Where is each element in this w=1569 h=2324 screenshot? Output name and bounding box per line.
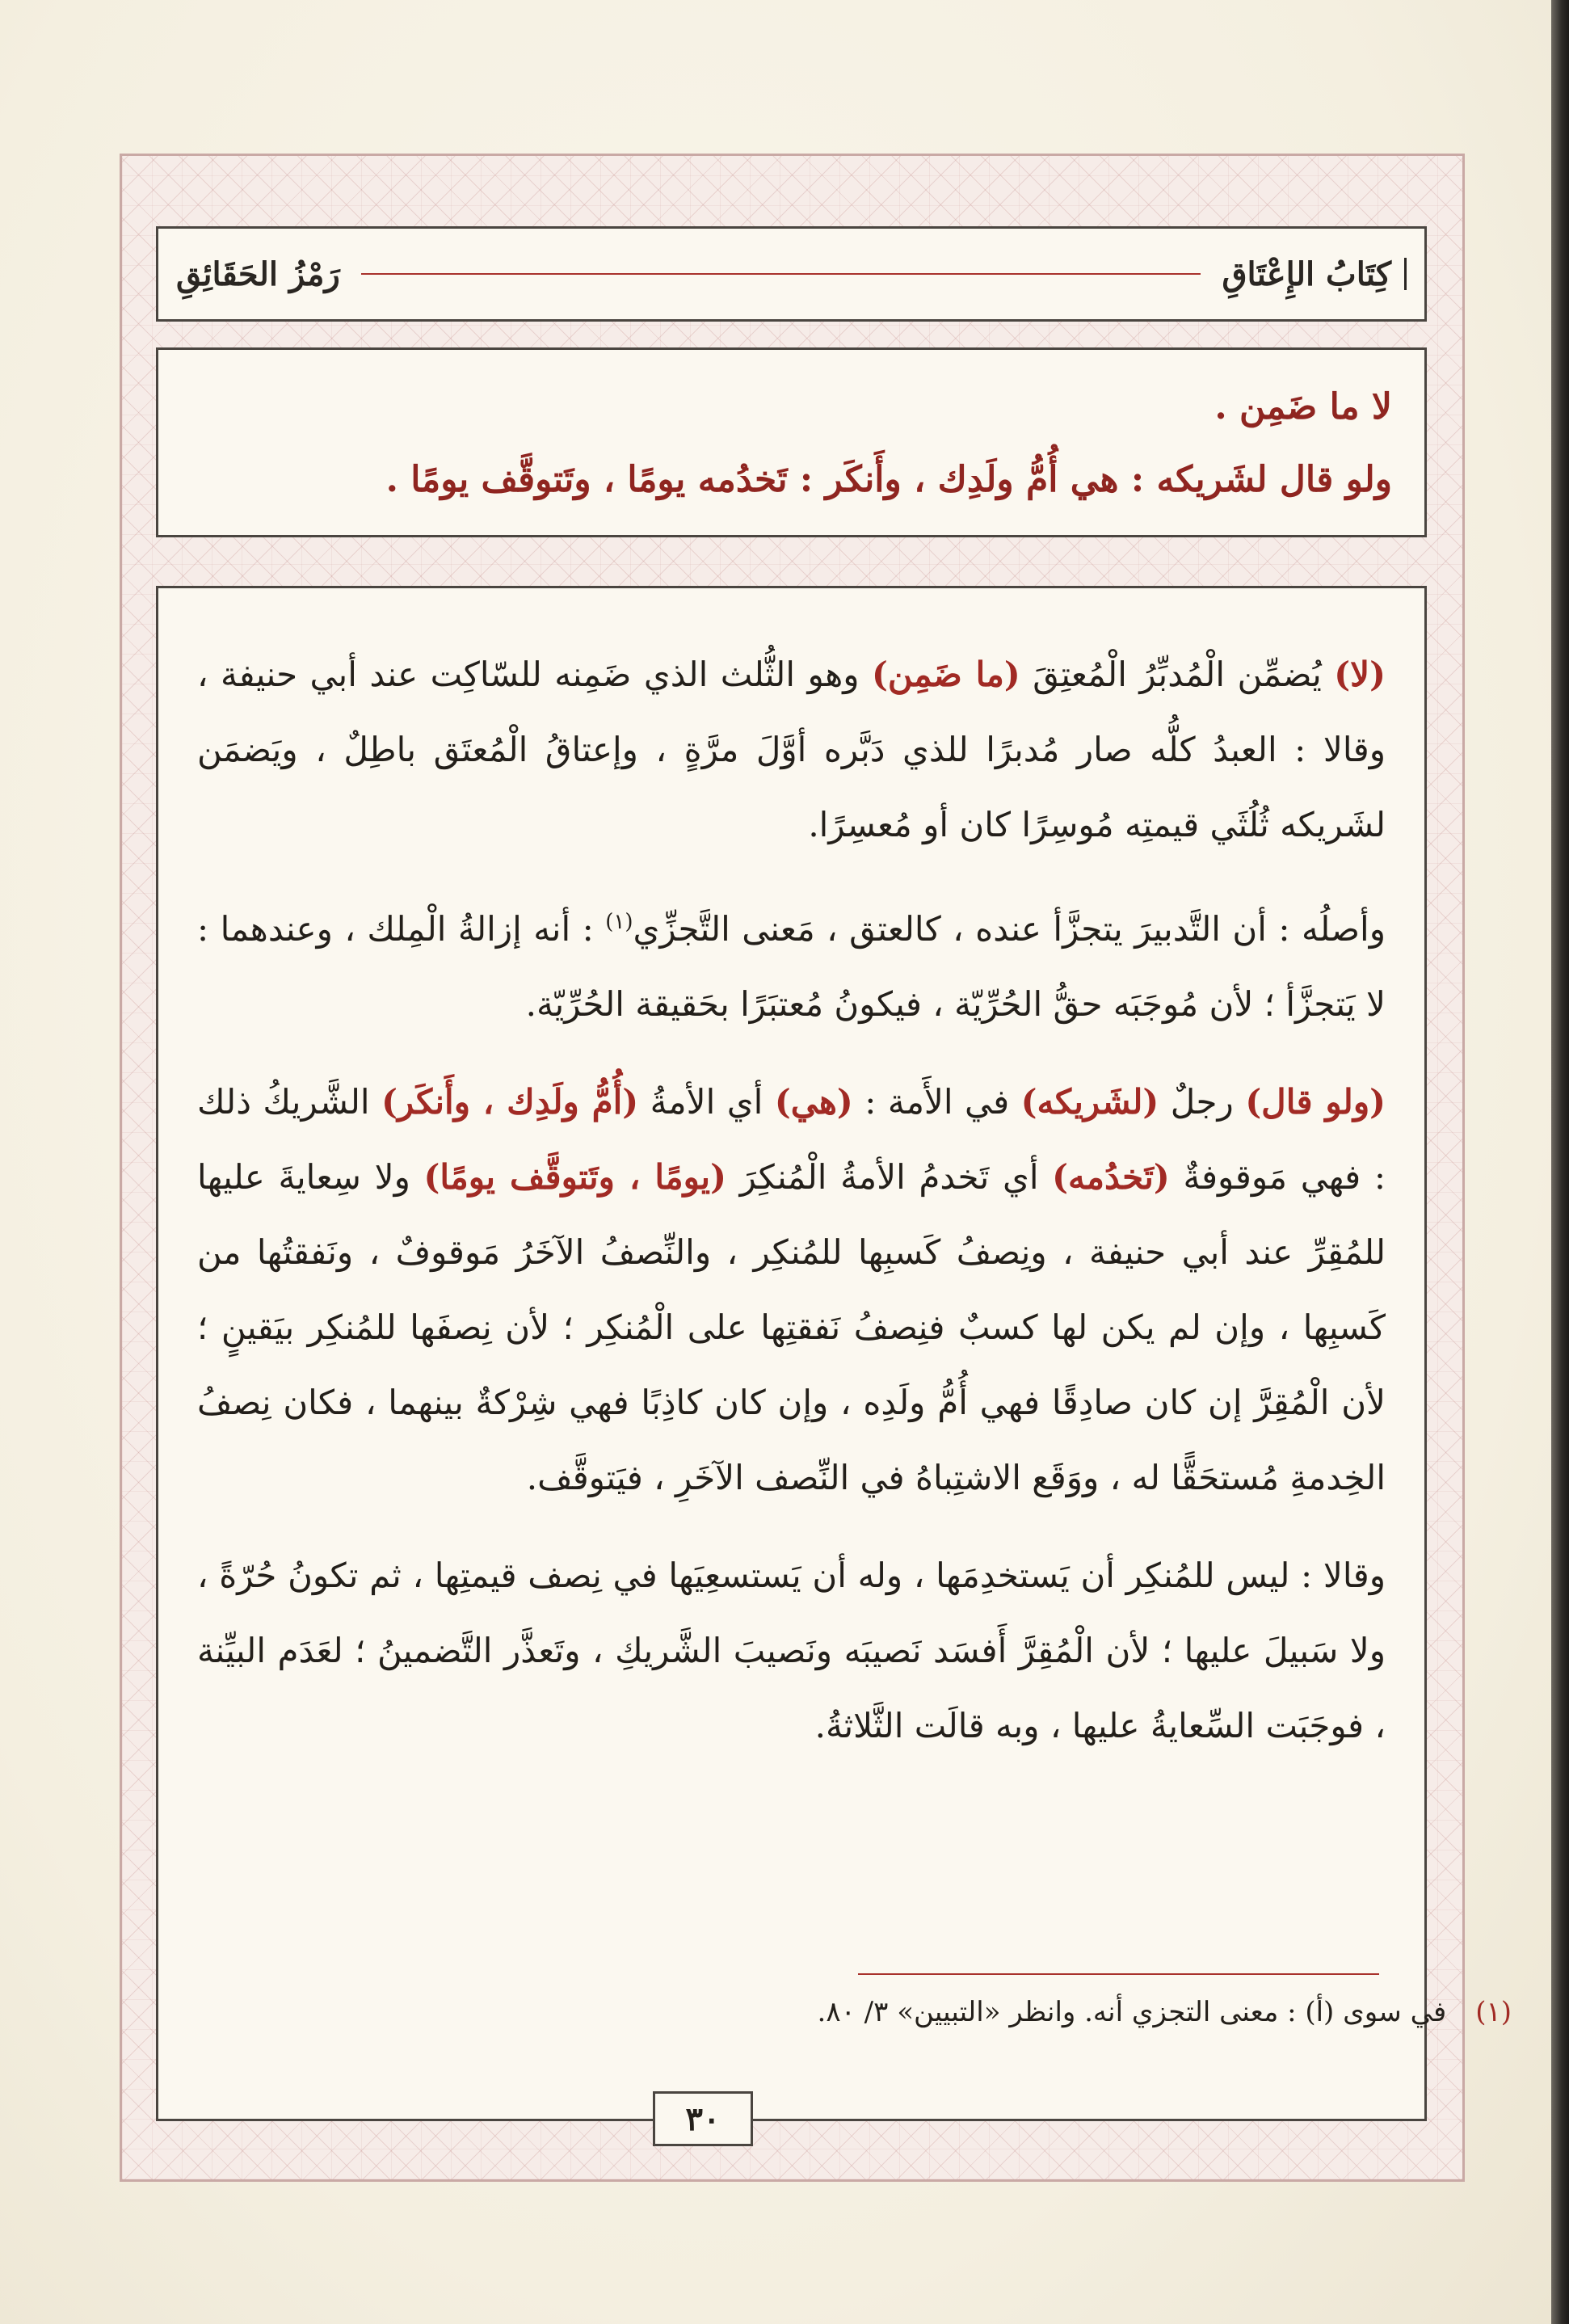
footnote-marker[interactable]: (١): [605, 910, 633, 934]
matn-quote: (تَخدُمه): [1052, 1157, 1170, 1197]
paragraph-text: يُضمِّن الْمُدبِّرُ الْمُعتِقَ: [1020, 655, 1335, 694]
paragraph-text: ولا سِعايةَ عليها للمُقِرِّ عند أبي حنيفة ، ونِصفُ كَسبِها للمُنكِر ، والنِّصفُ الآخَرُ مَوقوفٌ ، ونَفقتُها من كَسبِها ، وإن لم يكن لها كسبٌ فنِصفُ نَفقتِها على الْمُنكِر ؛ لأن نِصفَها للمُنكِر بيَقينٍ ؛ لأن الْمُقِرَّ إن كان صادِقًا فهي أُمُّ ولَدِه ، وإن كان كاذِبًا فهي شِرْكةٌ بينهما ، فكان نِصفُ الخِدمةِ مُستحَقًّا له ، ووَقَع الاشتِباهُ في النِّصف الآخَرِ ، فيَتوقَّف.: [197, 1157, 1386, 1497]
header-bar-icon: [1404, 258, 1407, 290]
paragraph-text: أي الأمةُ: [638, 1082, 775, 1122]
paragraph-text: في الأَمة :: [852, 1082, 1021, 1122]
paragraph-text: رجلٌ: [1159, 1082, 1246, 1122]
running-header: [156, 226, 1427, 322]
commentary-paragraph-1: [197, 637, 1386, 862]
commentary-paragraph-3: [197, 1064, 1386, 1515]
footnote-rule: [858, 1973, 1379, 1975]
header-divider: [361, 273, 1201, 275]
matn-quote: (لشَريكه): [1020, 1082, 1159, 1122]
matn-quote: (أُمُّ ولَدِك ، وأَنكَر): [381, 1082, 639, 1122]
footnote: [397, 1992, 1512, 2032]
commentary-paragraph-2: [197, 885, 1386, 1042]
book-binding: [1551, 0, 1569, 2324]
header-chapter-title: [1222, 255, 1407, 293]
paragraph-text: وأصلُه : أن التَّدبيرَ يتجزَّأ عنده ، كالعتق ، مَعنى التَّجزِّي: [633, 909, 1386, 949]
matn-quote: (هي): [774, 1082, 853, 1122]
matn-box: [156, 347, 1427, 537]
header-book-title: [176, 255, 340, 293]
commentary-box: [156, 586, 1427, 2121]
header-chapter-text: كِتَابُ الإِعْتَاقِ: [1222, 255, 1391, 293]
header-book-text: رَمْزُ الحَقَائِقِ: [176, 255, 340, 293]
matn-line-2: ولو قال لشَريكه : هي أُمُّ ولَدِك ، وأَنكَر : تَخدُمه يومًا ، وتَتوقَّف يومًا .: [385, 459, 1392, 500]
page-number: ٣٠: [653, 2091, 753, 2146]
matn-quote: (يومًا ، وتَتوقَّف يومًا): [423, 1157, 726, 1197]
matn-quote: (ما ضَمِن): [872, 655, 1020, 694]
matn-quote: (لا): [1334, 655, 1386, 694]
matn-quote: (ولو قال): [1245, 1082, 1386, 1122]
commentary-paragraph-4: وقالا : ليس للمُنكِر أن يَستخدِمَها ، وله أن يَستسعِيَها في نِصف قيمتِها ، ثم تكونُ حُرّةً ، ولا سَبيلَ عليها ؛ لأن الْمُقِرَّ أَفسَد نَصيبَه ونَصيبَ الشَّريكِ ، وتَعذَّر التَّضمينُ ؛ لعَدَم البيِّنة ، فوجَبَت السِّعايةُ عليها ، وبه قالَت الثَّلاثةُ.: [197, 1556, 1386, 1745]
paragraph-text: الشَّريكُ ذلك : فهي مَوقوفةٌ: [197, 1082, 1386, 1197]
footnote-number: (١): [1475, 1996, 1512, 2028]
paragraph-text: أي تَخدمُ الأمةُ الْمُنكِرَ: [726, 1157, 1053, 1197]
paragraph-text: : أنه إزالةُ الْمِلك ، وعندهما : لا يَتجزَّأ ؛ لأن مُوجَبَه حقُّ الحُرِّيّة ، فيكونُ مُعتبَرًا بحَقيقة الحُرِّيّة.: [197, 909, 1386, 1024]
matn-line-1: لا ما ضَمِن .: [1214, 386, 1392, 427]
paragraph-text: وهو الثُّلث الذي ضَمِنه للسّاكِت عند أبي حنيفة ، وقالا : العبدُ كلُّه صار مُدبرًا للذي دَبَّره أوَّلَ مرَّةٍ ، وإعتاقُ الْمُعتَق باطِلٌ ، ويَضمَن لشَريكه ثُلُثَي قيمتِه مُوسِرًا كان أو مُعسِرًا.: [197, 655, 1386, 844]
footnote-text: في سوى (أ) : معنى التجزي أنه. وانظر «التبيين» ٣/ ٨٠.: [817, 1996, 1447, 2028]
